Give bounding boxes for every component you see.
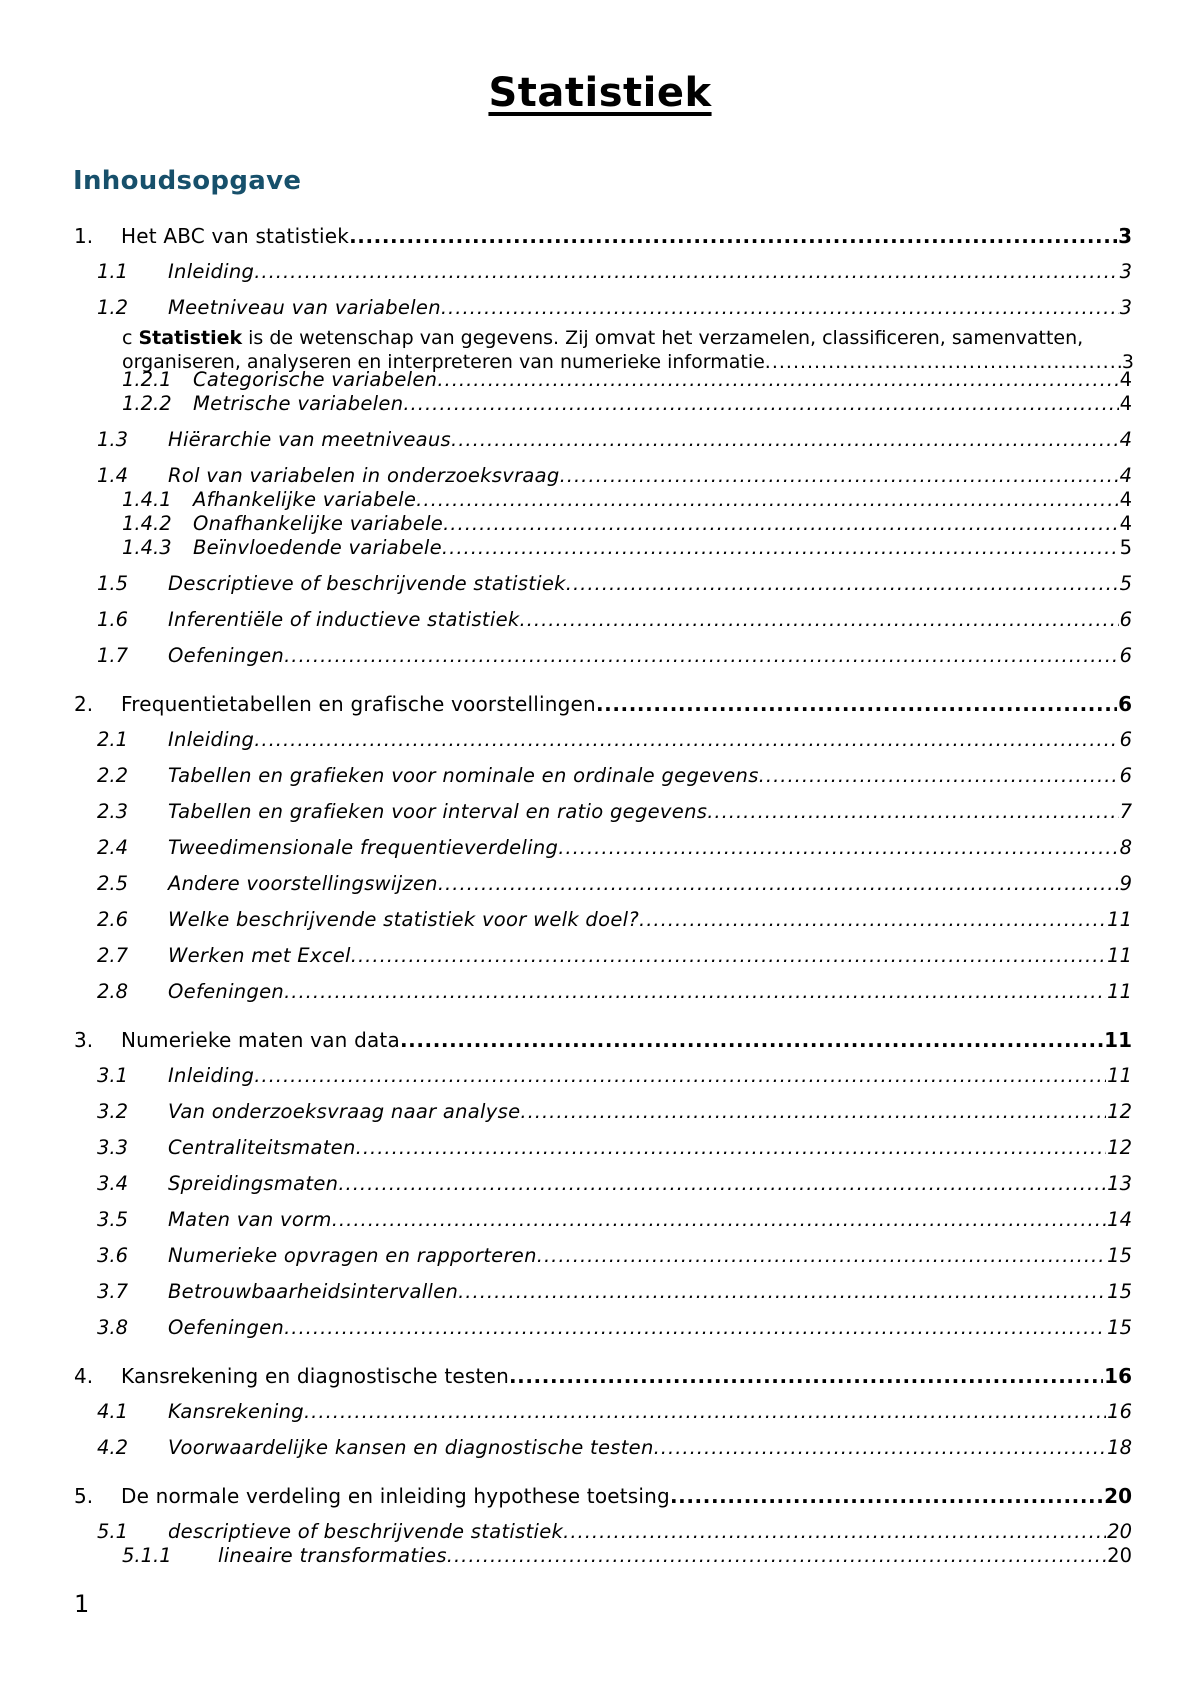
toc-entry-number: 1.7 <box>97 644 129 667</box>
toc-entry-page: 5 <box>1119 536 1132 559</box>
leader-dots <box>254 728 1118 752</box>
toc-entry[interactable] <box>0 872 1200 896</box>
toc-entry-number: 3.6 <box>97 1244 129 1267</box>
toc-entry[interactable] <box>0 1400 1200 1424</box>
toc-entry-title: Voorwaardelijke kansen en diagnostische testen <box>168 1436 654 1459</box>
toc-entry[interactable] <box>0 1100 1200 1124</box>
intro-bold-term: Statistiek <box>138 327 243 349</box>
intro-prefix: c <box>122 327 139 349</box>
toc-entry-page: 8 <box>1119 836 1132 859</box>
toc-entry[interactable] <box>0 464 1200 488</box>
toc-entry-page: 14 <box>1107 1208 1132 1231</box>
leader-dots <box>441 296 1119 320</box>
leader-dots <box>654 1436 1107 1460</box>
toc-entry-number: 3. <box>74 1028 94 1052</box>
toc-entry-page: 7 <box>1119 800 1132 823</box>
leader-dots <box>254 260 1118 284</box>
toc-entry-title: Metrische variabelen <box>193 392 404 415</box>
toc-entry-title: Spreidingsmaten <box>168 1172 339 1195</box>
leader-dots <box>443 512 1118 536</box>
toc-entry-title: Kansrekening en diagnostische testen <box>121 1364 509 1388</box>
toc-entry-title: Werken met Excel <box>168 944 351 967</box>
toc-entry-number: 2.3 <box>97 800 129 823</box>
leader-dots <box>458 1280 1106 1304</box>
toc-entry[interactable] <box>0 692 1200 716</box>
leader-dots <box>560 464 1119 488</box>
toc-entry[interactable] <box>0 1136 1200 1160</box>
toc-entry-title: Meetniveau van variabelen <box>168 296 441 319</box>
toc-entry-number: 5.1.1 <box>122 1544 172 1567</box>
toc-entry-title: descriptieve of beschrijvende statistiek <box>168 1520 564 1543</box>
toc-entry-title: Tabellen en grafieken voor nominale en ordinale gegevens <box>168 764 759 787</box>
toc-entry-number: 1.6 <box>97 608 129 631</box>
leader-dots <box>284 980 1106 1004</box>
toc-entry[interactable] <box>0 1520 1200 1544</box>
toc-entry[interactable] <box>0 980 1200 1004</box>
toc-entry[interactable] <box>0 728 1200 752</box>
toc-entry-page: 15 <box>1107 1244 1132 1267</box>
toc-entry[interactable] <box>0 1280 1200 1304</box>
toc-entry-number: 1. <box>74 224 94 248</box>
toc-entry-title: Onafhankelijke variabele <box>193 512 444 535</box>
leader-dots <box>520 1100 1106 1124</box>
toc-entry-number: 1.2.2 <box>122 392 172 415</box>
toc-entry-page: 16 <box>1104 1364 1132 1388</box>
toc-entry[interactable] <box>0 488 1200 512</box>
document-title: Statistiek <box>488 70 712 116</box>
toc-entry-title: Oefeningen <box>168 1316 285 1339</box>
toc-entry[interactable] <box>0 1172 1200 1196</box>
toc-entry[interactable] <box>0 764 1200 788</box>
leader-dots <box>338 1172 1106 1196</box>
toc-entry-page: 5 <box>1119 572 1132 595</box>
toc-entry-number: 3.3 <box>97 1136 129 1159</box>
toc-entry-number: 1.2 <box>97 296 129 319</box>
toc-entry[interactable] <box>0 572 1200 596</box>
toc-entry[interactable] <box>0 836 1200 860</box>
leader-dots <box>537 1244 1106 1268</box>
toc-entry-number: 1.1 <box>97 260 129 283</box>
toc-entry-page: 11 <box>1107 908 1132 931</box>
toc-entry[interactable] <box>0 908 1200 932</box>
leader-dots <box>416 488 1118 512</box>
toc-entry[interactable] <box>0 608 1200 632</box>
toc-entry-number: 2.7 <box>97 944 129 967</box>
leader-dots <box>356 1136 1107 1160</box>
toc-entry-page: 4 <box>1119 464 1132 487</box>
leader-dots <box>670 1484 1103 1508</box>
leader-dots <box>509 1364 1103 1388</box>
toc-heading: Inhoudsopgave <box>73 166 302 196</box>
toc-entry-title: Inferentiële of inductieve statistiek <box>168 608 520 631</box>
toc-entry[interactable] <box>0 368 1200 392</box>
toc-entry-page: 15 <box>1107 1280 1132 1303</box>
toc-entry-title: Hiërarchie van meetniveaus <box>168 428 452 451</box>
toc-entry[interactable] <box>0 1316 1200 1340</box>
toc-entry-number: 1.2.1 <box>122 368 172 391</box>
intro-line2: organiseren, analyseren en interpreteren van numerieke informatie <box>122 351 765 373</box>
leader-dots <box>451 428 1119 452</box>
toc-entry-page: 12 <box>1107 1136 1132 1159</box>
toc-entry-page: 20 <box>1104 1484 1132 1508</box>
toc-entry-title: Inleiding <box>168 260 255 283</box>
toc-entry-number: 3.1 <box>97 1064 129 1087</box>
toc-entry[interactable] <box>0 1028 1200 1052</box>
toc-entry-number: 3.8 <box>97 1316 129 1339</box>
toc-entry-title: Inleiding <box>168 728 255 751</box>
leader-dots <box>558 836 1118 860</box>
toc-entry-page: 4 <box>1119 488 1132 511</box>
toc-entry-page: 16 <box>1107 1400 1132 1423</box>
toc-entry-title: Descriptieve of beschrijvende statistiek <box>168 572 566 595</box>
toc-entry-title: Maten van vorm <box>168 1208 332 1231</box>
toc-entry-title: Betrouwbaarheidsintervallen <box>168 1280 459 1303</box>
toc-entry-number: 2. <box>74 692 94 716</box>
leader-dots <box>349 224 1117 248</box>
toc-entry[interactable] <box>0 428 1200 452</box>
toc-entry-page: 3 <box>1119 260 1132 283</box>
toc-entry-page: 9 <box>1119 872 1132 895</box>
toc-entry-number: 4.2 <box>97 1436 129 1459</box>
toc-entry-number: 2.2 <box>97 764 129 787</box>
toc-entry-number: 3.2 <box>97 1100 129 1123</box>
toc-entry-number: 2.1 <box>97 728 129 751</box>
toc-entry-page: 12 <box>1107 1100 1132 1123</box>
leader-dots <box>304 1400 1106 1424</box>
toc-entry[interactable] <box>0 800 1200 824</box>
toc-entry-title: Van onderzoeksvraag naar analyse <box>168 1100 521 1123</box>
toc-entry-title: Kansrekening <box>168 1400 304 1423</box>
toc-entry-page: 18 <box>1107 1436 1132 1459</box>
toc-entry-page: 3 <box>1119 296 1132 319</box>
leader-dots <box>519 608 1118 632</box>
toc-entry-page: 11 <box>1107 944 1132 967</box>
toc-entry-number: 1.4.2 <box>122 512 172 535</box>
toc-entry-page: 15 <box>1107 1316 1132 1339</box>
leader-dots <box>563 1520 1106 1544</box>
leader-dots <box>400 1028 1103 1052</box>
leader-dots <box>403 392 1118 416</box>
intro-line1: is de wetenschap van gegevens. Zij omvat het verzamelen, classificeren, samenvatten, <box>242 327 1084 349</box>
leader-dots <box>566 572 1119 596</box>
page-number: 1 <box>74 1590 90 1618</box>
toc-entry-title: Inleiding <box>168 1064 255 1087</box>
toc-entry-page: 13 <box>1107 1172 1132 1195</box>
toc-entry[interactable] <box>0 512 1200 536</box>
toc-entry-number: 2.5 <box>97 872 129 895</box>
toc-entry-page: 6 <box>1119 764 1132 787</box>
toc-entry-number: 1.4.1 <box>122 488 172 511</box>
toc-entry-page: 6 <box>1118 692 1132 716</box>
leader-dots <box>707 800 1118 824</box>
leader-dots <box>284 1316 1106 1340</box>
leader-dots <box>442 536 1119 560</box>
toc-entry-title: De normale verdeling en inleiding hypothese toetsing <box>121 1484 670 1508</box>
toc-entry-title: Numerieke opvragen en rapporteren <box>168 1244 537 1267</box>
leader-dots <box>759 764 1119 788</box>
toc-entry[interactable] <box>0 392 1200 416</box>
toc-entry[interactable] <box>0 1244 1200 1268</box>
toc-entry-number: 2.6 <box>97 908 129 931</box>
toc-entry-page: 4 <box>1119 368 1132 391</box>
toc-entry-page: 11 <box>1104 1028 1132 1052</box>
toc-entry-title: Het ABC van statistiek <box>121 224 350 248</box>
toc-entry-title: Andere voorstellingswijzen <box>168 872 438 895</box>
leader-dots <box>284 644 1119 668</box>
toc-entry-title: Centraliteitsmaten <box>168 1136 356 1159</box>
toc-entry-number: 4.1 <box>97 1400 129 1423</box>
leader-dots <box>437 368 1118 392</box>
toc-entry-title: Welke beschrijvende statistiek voor welk doel? <box>168 908 639 931</box>
toc-entry[interactable] <box>0 224 1200 248</box>
toc-entry[interactable] <box>0 1484 1200 1508</box>
leader-dots <box>639 908 1106 932</box>
leader-dots <box>351 944 1106 968</box>
toc-entry-page: 3 <box>1118 224 1132 248</box>
toc-entry-title: Categorische variabelen <box>193 368 438 391</box>
toc-entry-page: 6 <box>1119 728 1132 751</box>
toc-entry-title: Tweedimensionale frequentieverdeling <box>168 836 559 859</box>
toc-entry-number: 3.7 <box>97 1280 129 1303</box>
toc-entry-title: Rol van variabelen in onderzoeksvraag <box>168 464 560 487</box>
toc-entry-title: lineaire transformaties <box>218 1544 447 1567</box>
toc-entry-title: Oefeningen <box>168 644 285 667</box>
toc-entry-page: 11 <box>1107 980 1132 1003</box>
toc-entry[interactable] <box>0 1436 1200 1460</box>
leader-dots <box>332 1208 1106 1232</box>
toc-entry[interactable] <box>0 644 1200 668</box>
toc-entry-number: 2.4 <box>97 836 129 859</box>
toc-entry-title: Numerieke maten van data <box>121 1028 400 1052</box>
leader-dots <box>447 1544 1106 1568</box>
toc-entry-page: 4 <box>1119 512 1132 535</box>
toc-entry-page: 20 <box>1107 1544 1132 1567</box>
toc-entry[interactable] <box>0 1364 1200 1388</box>
leader-dots <box>254 1064 1106 1088</box>
toc-entry-page: 4 <box>1119 428 1132 451</box>
toc-entry-title: Oefeningen <box>168 980 285 1003</box>
toc-entry[interactable] <box>0 296 1200 320</box>
toc-entry-page: 11 <box>1107 1064 1132 1087</box>
toc-entry[interactable] <box>0 260 1200 284</box>
toc-entry-number: 3.4 <box>97 1172 129 1195</box>
toc-entry-page: 6 <box>1119 608 1132 631</box>
toc-entry-number: 4. <box>74 1364 94 1388</box>
intro-page: 3 <box>1121 351 1134 373</box>
toc-entry-page: 20 <box>1107 1520 1132 1543</box>
toc-entry-number: 1.5 <box>97 572 129 595</box>
leader-dots <box>438 872 1119 896</box>
toc-entry[interactable] <box>0 944 1200 968</box>
toc-entry-number: 1.3 <box>97 428 129 451</box>
toc-entry-number: 2.8 <box>97 980 129 1003</box>
leader-dots <box>596 692 1117 716</box>
toc-entry-title: Tabellen en grafieken voor interval en ratio gegevens <box>168 800 708 823</box>
toc-entry-title: Beïnvloedende variabele <box>193 536 442 559</box>
toc-entry-number: 3.5 <box>97 1208 129 1231</box>
toc-entry-page: 4 <box>1119 392 1132 415</box>
toc-entry[interactable] <box>0 536 1200 560</box>
toc-entry-title: Afhankelijke variabele <box>193 488 417 511</box>
toc-entry[interactable] <box>0 1544 1200 1568</box>
toc-entry-number: 1.4.3 <box>122 536 172 559</box>
toc-entry-number: 5.1 <box>97 1520 129 1543</box>
intro-text <box>122 326 1134 350</box>
toc-entry[interactable] <box>0 1064 1200 1088</box>
toc-entry-page: 6 <box>1119 644 1132 667</box>
toc-entry-title: Frequentietabellen en grafische voorstellingen <box>121 692 596 716</box>
toc-entry-number: 1.4 <box>97 464 129 487</box>
toc-entry[interactable] <box>0 1208 1200 1232</box>
toc-entry-number: 5. <box>74 1484 94 1508</box>
